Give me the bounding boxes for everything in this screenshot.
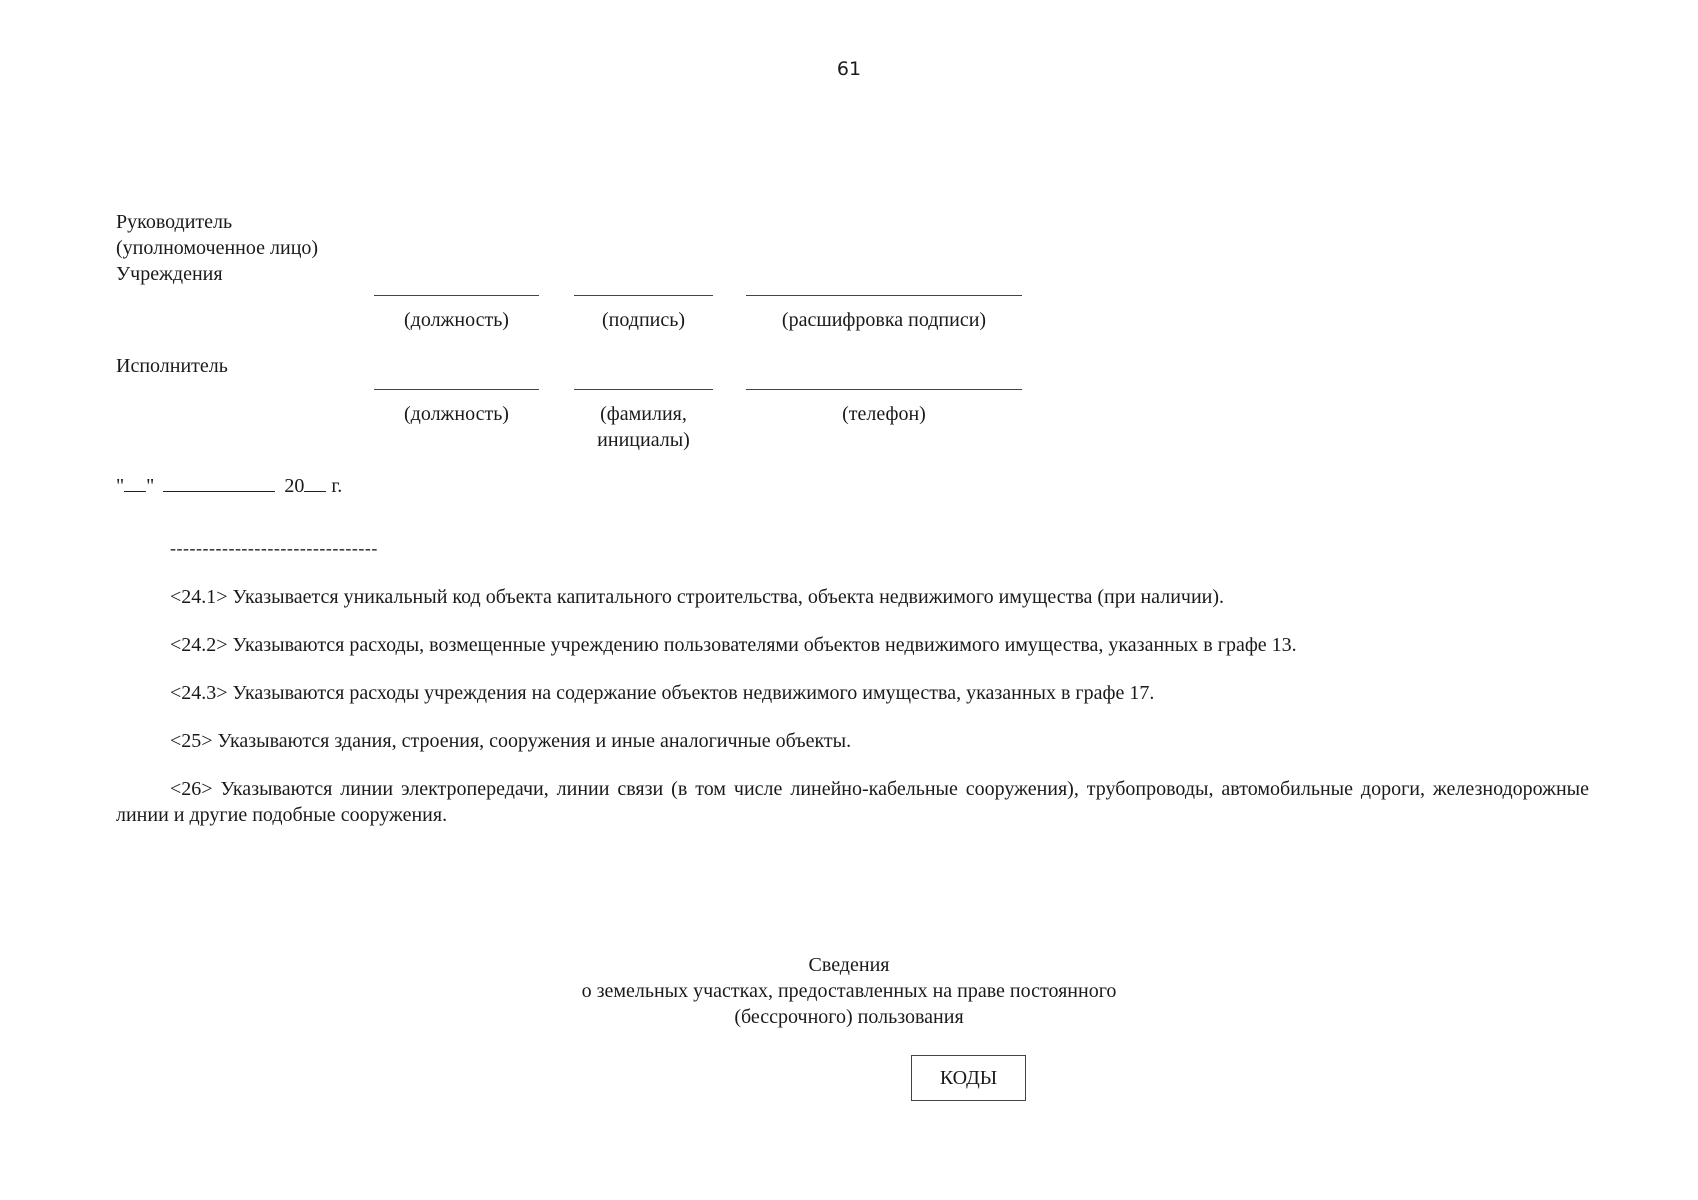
section-title-line: о земельных участках, предоставленных на праве постоянного — [581, 980, 1117, 1002]
footnote-26: <26> Указываются линии электропередачи, линии связи (в том числе линейно-кабельные сооружения), трубопроводы, автомобильные дороги, железнодорожные линии и другие подобные сооружения. — [116, 778, 1589, 826]
date-quote-open: " — [116, 475, 125, 497]
date-quote-close: " — [146, 475, 155, 497]
head-label-line: (уполномоченное лицо) — [116, 237, 319, 259]
footnote-24-1: <24.1> Указывается уникальный код объекта капитального строительства, объекта недвижимого имущества (при наличии). — [170, 586, 1225, 608]
footnote-25: <25> Указываются здания, строения, сооружения и иные аналогичные объекты. — [170, 730, 852, 752]
head-name-caption: (расшифровка подписи) — [781, 309, 987, 331]
executor-fullname-caption-line: инициалы) — [597, 429, 690, 451]
date-day-blank — [124, 473, 146, 492]
executor-position-caption: (должность) — [404, 403, 509, 425]
footnote-separator: -------------------------------- — [170, 538, 378, 558]
page-number: 61 — [836, 58, 862, 80]
executor-fullname-line — [574, 389, 713, 390]
date-year-blank — [304, 473, 326, 492]
executor-fullname-caption — [574, 401, 713, 453]
head-name-line — [746, 295, 1022, 296]
head-signature-line — [574, 295, 713, 296]
footnote-24-3: <24.3> Указываются расходы учреждения на содержание объектов недвижимого имущества, указанных в графе 17. — [170, 682, 1155, 704]
footnote-24-2: <24.2> Указываются расходы, возмещенные учреждению пользователями объектов недвижимого имущества, указанных в графе 13. — [170, 634, 1297, 656]
head-position-line — [374, 295, 539, 296]
codes-header-cell: КОДЫ — [911, 1055, 1026, 1101]
section-title-line: Сведения — [808, 954, 890, 976]
date-year-suffix: г. — [326, 475, 343, 497]
date-month-blank — [163, 473, 275, 492]
executor-phone-caption: (телефон) — [842, 403, 926, 425]
executor-phone-line — [746, 389, 1022, 390]
section-title — [0, 952, 1698, 1030]
executor-label: Исполнитель — [116, 355, 228, 377]
head-label-line: Учреждения — [116, 263, 223, 285]
executor-fullname-caption-line: (фамилия, — [600, 403, 687, 425]
executor-position-line — [374, 389, 539, 390]
head-position-caption: (должность) — [404, 309, 509, 331]
head-label-line: Руководитель — [116, 211, 233, 233]
date-line — [116, 473, 342, 499]
head-label — [116, 209, 376, 287]
head-signature-caption: (подпись) — [601, 309, 686, 331]
date-year-prefix: 20 — [284, 475, 305, 497]
section-title-line: (бессрочного) пользования — [734, 1006, 964, 1028]
